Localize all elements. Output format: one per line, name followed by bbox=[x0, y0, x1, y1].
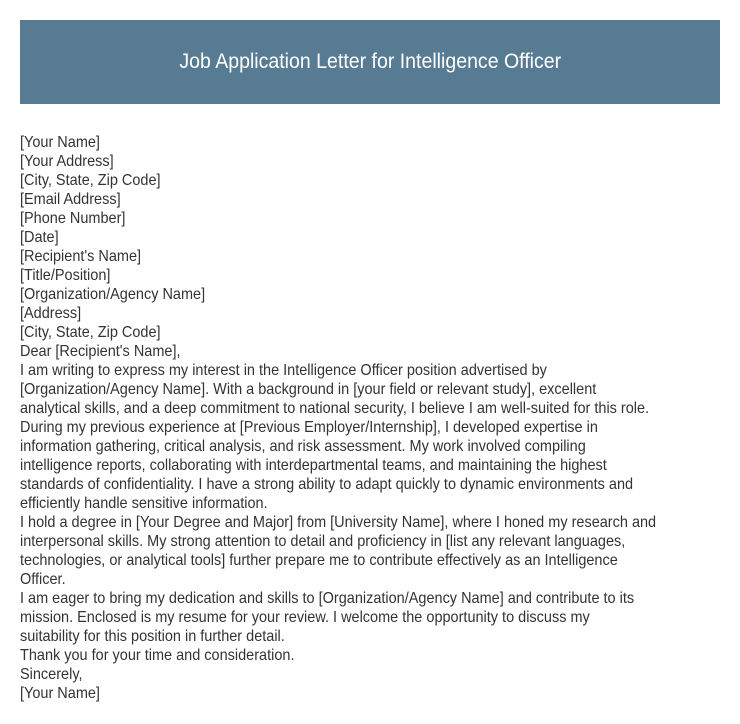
sender-phone: [Phone Number] bbox=[20, 210, 126, 227]
paragraph-line: technologies, or analytical tools] further prepare me to contribute effectively as an Intelligence bbox=[20, 552, 618, 569]
letter-header bbox=[20, 20, 720, 104]
paragraph-line: During my previous experience at [Previous Employer/Internship], I developed expertise in bbox=[20, 419, 598, 436]
paragraph-line: standards of confidentiality. I have a strong ability to adapt quickly to dynamic environments and bbox=[20, 476, 634, 493]
recipient-address: [Address] bbox=[20, 305, 82, 322]
sign-off: Sincerely, bbox=[20, 666, 83, 683]
paragraph-line: interpersonal skills. My strong attention to detail and proficiency in [list any relevant languages, bbox=[20, 533, 626, 550]
page-title: Job Application Letter for Intelligence Officer bbox=[179, 50, 561, 73]
paragraph-line: mission. Enclosed is my resume for your review. I welcome the opportunity to discuss my bbox=[20, 609, 590, 626]
paragraph-line: suitability for this position in further detail. bbox=[20, 628, 285, 645]
paragraph-line: information gathering, critical analysis, and risk assessment. My work involved compiling bbox=[20, 438, 586, 455]
salutation: Dear [Recipient's Name], bbox=[20, 343, 181, 360]
paragraph-line: efficiently handle sensitive information. bbox=[20, 495, 268, 512]
paragraph-line: [Organization/Agency Name]. With a background in [your field or relevant study], excellent bbox=[20, 381, 597, 398]
paragraph-line: I am eager to bring my dedication and skills to [Organization/Agency Name] and contribute to its bbox=[20, 590, 635, 607]
recipient-name: [Recipient's Name] bbox=[20, 248, 142, 265]
paragraph-closing bbox=[20, 589, 740, 646]
paragraph-line: Officer. bbox=[20, 571, 66, 588]
recipient-organization: [Organization/Agency Name] bbox=[20, 286, 206, 303]
sender-city: [City, State, Zip Code] bbox=[20, 172, 161, 189]
recipient-block bbox=[20, 247, 740, 342]
paragraph-line: I am writing to express my interest in the Intelligence Officer position advertised by bbox=[20, 362, 547, 379]
paragraph-intro bbox=[20, 361, 740, 418]
letter-body bbox=[20, 133, 740, 703]
paragraph-experience bbox=[20, 418, 740, 513]
paragraph-line: intelligence reports, collaborating with interdepartmental teams, and maintaining the highest bbox=[20, 457, 607, 474]
letter-date: [Date] bbox=[20, 229, 59, 246]
paragraph-line: analytical skills, and a deep commitment to national security, I believe I am well-suited for this role. bbox=[20, 400, 650, 417]
sender-block bbox=[20, 133, 740, 247]
sender-address: [Your Address] bbox=[20, 153, 114, 170]
recipient-title: [Title/Position] bbox=[20, 267, 111, 284]
signature: [Your Name] bbox=[20, 685, 100, 702]
paragraph-education bbox=[20, 513, 740, 589]
sender-name: [Your Name] bbox=[20, 134, 100, 151]
closing-thanks: Thank you for your time and consideration. bbox=[20, 647, 295, 664]
sender-email: [Email Address] bbox=[20, 191, 121, 208]
paragraph-line: I hold a degree in [Your Degree and Major] from [University Name], where I honed my research and bbox=[20, 514, 657, 531]
recipient-city: [City, State, Zip Code] bbox=[20, 324, 161, 341]
